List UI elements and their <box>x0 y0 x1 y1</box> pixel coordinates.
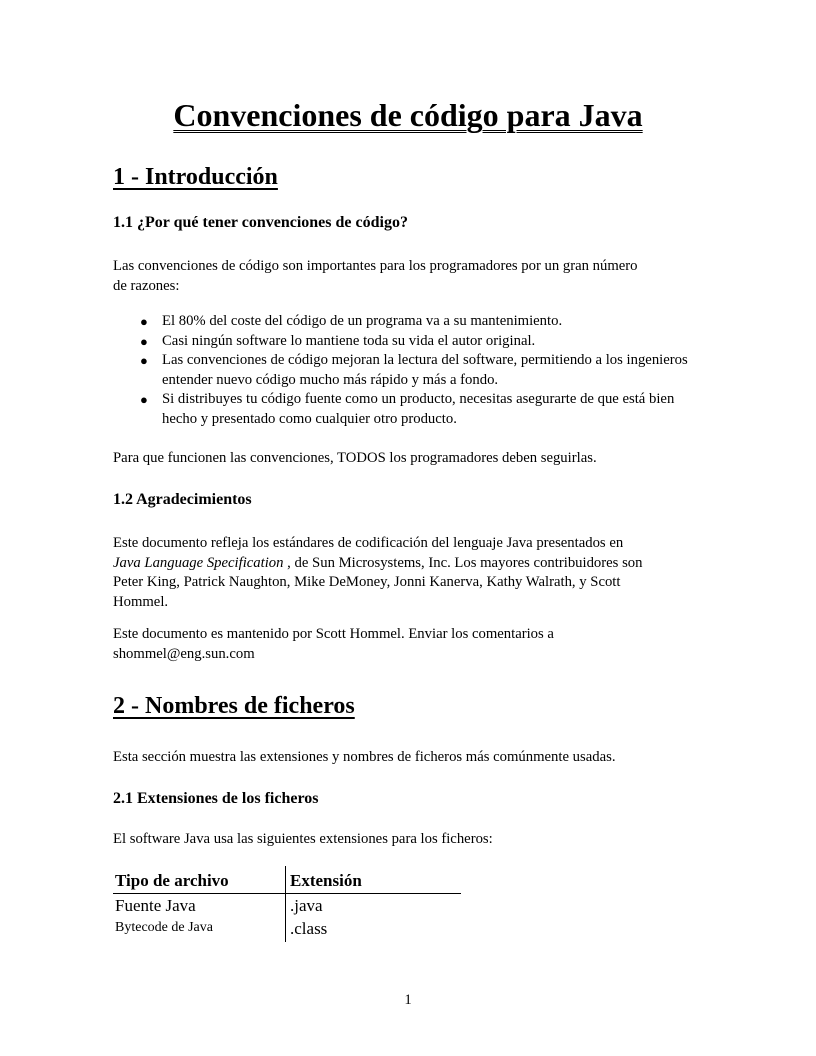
list-item-text: Las convenciones de código mejoran la lectura del software, permitiendo a los ingenieros entender nuevo código mucho más rápido y más a fondo. <box>162 352 688 388</box>
table-cell-extension-1: .java <box>290 896 323 915</box>
section-1-1-intro <box>113 257 703 296</box>
bullet-icon: ● <box>140 333 148 349</box>
ack-line-3: Peter King, Patrick Naughton, Mike DeMoney, Jonni Kanerva, Kathy Walrath, y Scott <box>113 574 621 590</box>
intro-line-2: de razones: <box>113 277 180 294</box>
table-cell-type-1: Fuente Java <box>115 896 196 915</box>
table-header-extension: Extensión <box>290 871 362 890</box>
list-item <box>113 351 703 390</box>
maintainer-email: shommel@eng.sun.com <box>113 645 255 662</box>
list-item-text: Si distribuyes tu código fuente como un producto, necesitas asegurarte de que está bien hecho y presentado como cualquier otro producto. <box>162 391 675 427</box>
section-1-2-heading: 1.2 Agradecimientos <box>113 491 252 508</box>
list-item <box>113 332 703 352</box>
ack-line-4: Hommel. <box>113 593 169 610</box>
list-item-text: Casi ningún software lo mantiene toda su vida el autor original. <box>162 332 536 349</box>
list-item <box>113 390 703 429</box>
intro-line-1: Las convenciones de código son importantes para los programadores por un gran número <box>113 258 638 274</box>
bullet-icon: ● <box>140 392 148 407</box>
table-column-divider <box>285 866 286 942</box>
section-1-heading: 1 - Introducción <box>113 164 278 190</box>
table-cell-type-2: Bytecode de Java <box>115 920 213 935</box>
list-item <box>113 312 703 332</box>
section-2-1-heading: 2.1 Extensiones de los ficheros <box>113 790 319 807</box>
section-2-intro: Esta sección muestra las extensiones y nombres de ficheros más comúnmente usadas. <box>113 749 616 765</box>
list-item-text: El 80% del coste del código de un programa va a su mantenimiento. <box>162 313 563 329</box>
maintainer-paragraph <box>113 625 703 664</box>
table-header-rule <box>113 893 461 894</box>
maintainer-line-1: Este documento es mantenido por Scott Hommel. Enviar los comentarios a <box>113 626 554 642</box>
bullet-icon: ● <box>140 353 148 368</box>
section-1-1-heading: 1.1 ¿Por qué tener convenciones de código? <box>113 214 408 231</box>
extensions-table <box>113 866 461 942</box>
acknowledgements-paragraph <box>113 534 703 612</box>
section-2-1-intro: El software Java usa las siguientes extensiones para los ficheros: <box>113 831 493 847</box>
spec-title-italic: Java Language Specification <box>113 554 284 571</box>
ack-line-2: , de Sun Microsystems, Inc. Los mayores contribuidores son <box>283 554 643 571</box>
section-2-heading: 2 - Nombres de ficheros <box>113 693 355 719</box>
table-header-file-type: Tipo de archivo <box>115 871 229 890</box>
bullet-icon: ● <box>140 314 148 329</box>
page-number: 1 <box>404 992 412 1008</box>
table-cell-extension-2: .class <box>290 919 328 938</box>
section-1-1-closing: Para que funcionen las convenciones, TODOS los programadores deben seguirlas. <box>113 450 597 466</box>
ack-line-1: Este documento refleja los estándares de codificación del lenguaje Java presentados en <box>113 535 624 551</box>
document-title: Convenciones de código para Java <box>173 97 643 133</box>
reasons-list <box>113 312 703 429</box>
